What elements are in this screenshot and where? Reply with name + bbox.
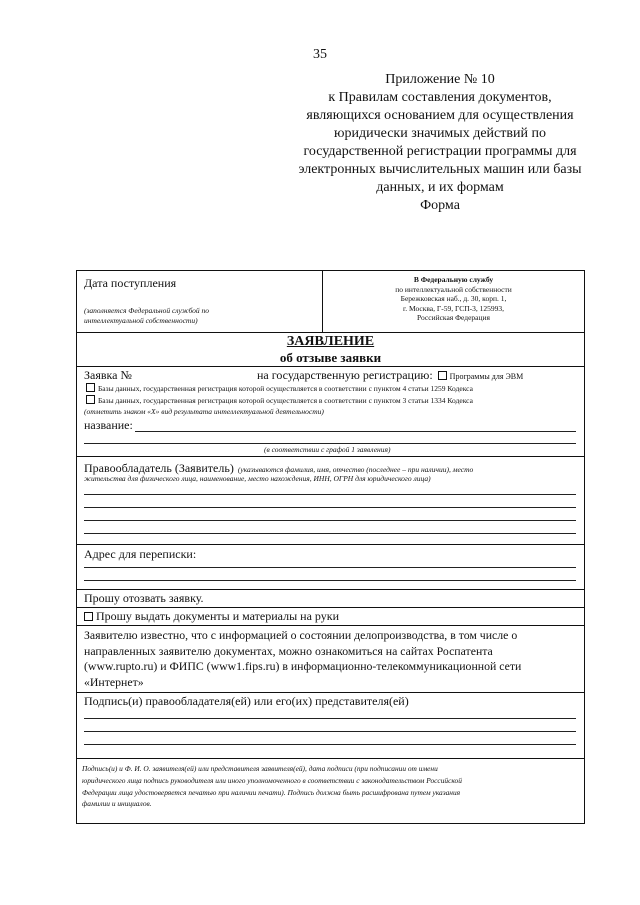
receipt-date-cell <box>77 271 323 332</box>
addressee-cell <box>323 271 584 332</box>
addressee-line: Российская Федерация <box>417 313 490 322</box>
signature-label: Подпись(и) правообладателя(ей) или его(их) представителя(ей) <box>84 694 409 708</box>
signature-field-line[interactable] <box>84 718 576 719</box>
addressee-line: В Федеральную службу <box>413 275 494 284</box>
name-label: название: <box>84 418 133 432</box>
receipt-date-note: интеллектуальной собственности) <box>84 316 198 325</box>
withdraw-request-text: Прошу отозвать заявку. <box>84 591 204 605</box>
name-note: (в соответствии с графой 1 заявления) <box>264 445 391 454</box>
rightholder-section <box>77 457 584 545</box>
info-line: «Интернет» <box>84 674 144 689</box>
registration-text: на государственную регистрацию: <box>257 368 433 382</box>
database-1334-option <box>86 395 473 405</box>
rightholder-note: (указываются фамилия, имя, отчество (последнее – при наличии), место <box>237 465 474 474</box>
receipt-date-note: (заполняется Федеральной службой по <box>84 306 210 315</box>
appendix-line: юридически значимых действий по <box>334 126 546 141</box>
addressee-line: г. Москва, Г-59, ГСП-3, 125993, <box>402 303 504 313</box>
documents-row <box>77 608 584 626</box>
rightholder-field-line[interactable] <box>84 507 576 508</box>
addressee-line: по интеллектуальной собственности <box>395 284 512 294</box>
footnote-line: юридического лица подпись руководителя или иного уполномоченного в соответствии с законодательством Российской <box>82 775 462 785</box>
address-field-line[interactable] <box>84 580 576 581</box>
receipt-date-label: Дата поступления <box>84 276 177 290</box>
footnote <box>82 763 462 810</box>
form-subtitle: об отзыве заявки <box>279 350 382 365</box>
mark-note: (отметить знаком «Х» вид результата интеллектуальной деятельности) <box>84 407 324 416</box>
registration-label <box>257 368 523 383</box>
appendix-line: к Правилам составления документов, <box>328 90 552 105</box>
database-1334-checkbox[interactable] <box>86 395 95 404</box>
info-line: направленных заявителю документах, можно ознакомиться на сайтах Роспатента <box>84 643 493 658</box>
application-form <box>76 270 585 824</box>
database-1259-checkbox[interactable] <box>86 383 95 392</box>
appendix-line: Приложение № 10 <box>385 72 495 87</box>
appendix-heading <box>275 71 605 215</box>
appendix-line: являющихся основанием для осуществления <box>306 108 574 123</box>
address-section <box>77 545 584 590</box>
appendix-line-form: Форма <box>420 198 460 213</box>
rightholder-field-line[interactable] <box>84 533 576 534</box>
info-line: (www.rupto.ru) и ФИПС (www1.fips.ru) в информационно-телекоммуникационной сети <box>84 659 522 673</box>
documents-checkbox[interactable] <box>84 612 93 621</box>
footnote-line: фамилии и инициалов. <box>82 799 152 809</box>
program-checkbox[interactable] <box>438 371 447 380</box>
name-field-line[interactable] <box>84 443 576 444</box>
signature-field-line[interactable] <box>84 744 576 745</box>
database-1259-label: Базы данных, государственная регистрация которой осуществляется в соответствии с пунктом 4 статьи 1259 Кодекса <box>98 384 473 393</box>
name-field-line[interactable] <box>135 431 576 432</box>
database-1334-label: Базы данных, государственная регистрация которой осуществляется в соответствии с пунктом 3 статьи 1334 Кодекса <box>98 396 473 405</box>
addressee-line: Бережковская наб., д. 30, корп. 1, <box>400 294 507 303</box>
info-section <box>77 626 584 693</box>
appendix-line: данных, и их формам <box>376 180 504 195</box>
appendix-line: государственной регистрации программы для <box>303 144 577 159</box>
footnote-line: Федерации лица удостоверяется печатью при наличии печати). Подпись должна быть расшифрована путем указания <box>82 787 461 797</box>
page-number: 35 <box>313 47 327 62</box>
documents-request-text: Прошу выдать документы и материалы на руки <box>96 609 339 623</box>
signature-field-line[interactable] <box>84 731 576 732</box>
rightholder-field-line[interactable] <box>84 520 576 521</box>
form-title: ЗАЯВЛЕНИЕ <box>286 334 375 349</box>
rightholder-label: Правообладатель (Заявитель) <box>84 461 234 475</box>
address-field-line[interactable] <box>84 567 576 568</box>
withdraw-row <box>77 590 584 608</box>
info-line: Заявителю известно, что с информацией о состоянии делопроизводства, в том числе о <box>84 628 518 642</box>
header-row <box>77 271 584 333</box>
address-label: Адрес для переписки: <box>84 547 197 561</box>
title-row <box>77 333 584 367</box>
application-number-label: Заявка № <box>84 368 132 382</box>
appendix-line: электронных вычислительных машин или базы <box>298 162 582 177</box>
footnote-line: Подпись(и) и Ф. И. О. заявителя(ей) или представителя заявителя(ей), дата подписи (при подписании от имени <box>82 764 438 773</box>
rightholder-field-line[interactable] <box>84 494 576 495</box>
rightholder-note: жительства для физического лица, наименование, место нахождения, ИНН, ОГРН для юридического лица) <box>84 474 431 483</box>
signature-section <box>77 693 584 759</box>
application-section <box>77 367 584 457</box>
program-option-label: Программы для ЭВМ <box>449 372 524 381</box>
database-1259-option <box>86 383 473 393</box>
